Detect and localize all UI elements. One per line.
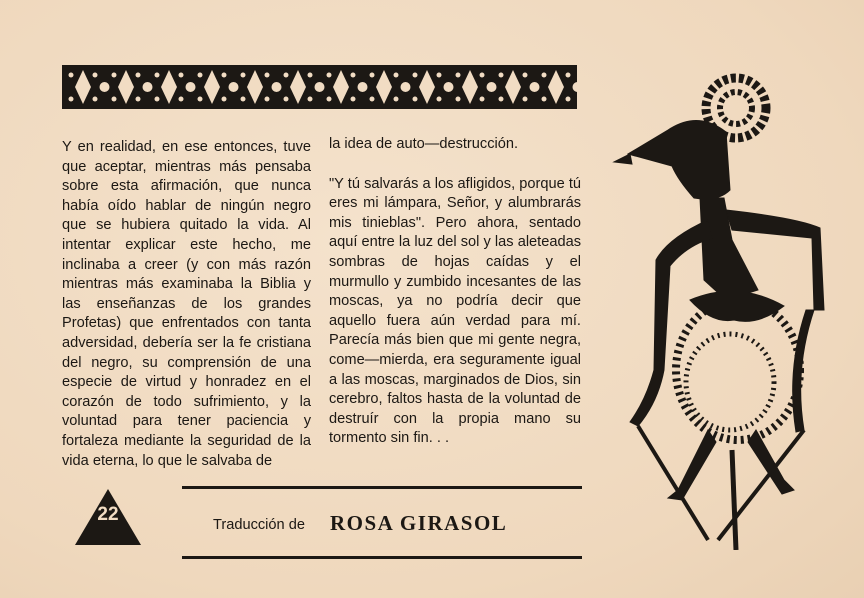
- ornament-dot: [284, 97, 289, 102]
- ornament-dot: [100, 82, 110, 92]
- ornament-dot: [370, 73, 375, 78]
- ornament-dot: [93, 97, 98, 102]
- ornament-dot: [523, 97, 528, 102]
- ornament-dot: [222, 97, 227, 102]
- ornament-dot: [499, 73, 504, 78]
- ornament-dot: [358, 82, 368, 92]
- ornament-dot: [241, 73, 246, 78]
- ornament-dot: [179, 73, 184, 78]
- ornament-dot: [265, 97, 270, 102]
- ornament-dot: [499, 97, 504, 102]
- ornament-dot: [413, 73, 418, 78]
- shadow-puppet-illustration: [608, 70, 828, 550]
- ornament-dot: [566, 97, 571, 102]
- ornament-dot: [143, 82, 153, 92]
- ornament-dot: [394, 97, 399, 102]
- ornament-dot: [315, 82, 325, 92]
- page-number: 22: [97, 504, 119, 525]
- horizontal-rule-bottom: [182, 556, 582, 559]
- ornament-dot: [69, 73, 74, 78]
- ornament-dot: [136, 73, 141, 78]
- ornament-dot: [351, 97, 356, 102]
- ornament-dot: [370, 97, 375, 102]
- ornament-dot: [480, 73, 485, 78]
- ornament-dot: [487, 82, 497, 92]
- ornament-dot: [542, 97, 547, 102]
- ornament-dot: [284, 73, 289, 78]
- ornament-dot: [308, 73, 313, 78]
- horizontal-rule-top: [182, 486, 582, 489]
- ornament-dot: [198, 97, 203, 102]
- ornament-dot: [155, 97, 160, 102]
- continuation-line: la idea de auto—destrucción.: [329, 136, 519, 152]
- ornament-dot: [112, 97, 117, 102]
- ornament-dot: [198, 73, 203, 78]
- body-paragraph: Y en realidad, en ese entonces, tuve que aceptar, mientras más pensaba sobre esta afirmación, que nunca había oído hablar de ningún negro que se hubiera quitado la vida. Al intentar explicar este hecho, me inclinaba a creer (y con más razón mientras más examinaba la Biblia y las enseñanzas de los grandes Profetas) que enfrentados con tanta adversidad, debería ser la fe cristiana del negro, su comprensión de una especie de virtud y honradez en el corazón de todo sufrimiento, y la voluntad para tener paciencia y fortaleza mediante la seguridad de la vida eterna, lo que le salvaba de: [62, 139, 311, 469]
- ornament-dot: [241, 97, 246, 102]
- ornament-dot: [456, 97, 461, 102]
- ornament-dot: [327, 73, 332, 78]
- ornament-dot: [112, 73, 117, 78]
- ornament-dot: [69, 97, 74, 102]
- ornamental-border-band: [62, 65, 577, 109]
- translation-credit-label: Traducción de: [213, 517, 305, 533]
- ornament-dot: [437, 97, 442, 102]
- ornament-dot: [179, 97, 184, 102]
- ornament-dot: [444, 82, 454, 92]
- ornament-dot: [542, 73, 547, 78]
- ornament-dot: [186, 82, 196, 92]
- ornament-dot: [456, 73, 461, 78]
- ornament-dot: [437, 73, 442, 78]
- ornament-dot: [229, 82, 239, 92]
- ornament-dot: [523, 73, 528, 78]
- ornament-dot: [136, 97, 141, 102]
- text-column-right: [329, 135, 581, 449]
- ornament-dot: [222, 73, 227, 78]
- ornament-dot: [327, 97, 332, 102]
- ornament-dot: [480, 97, 485, 102]
- ornament-dot: [93, 73, 98, 78]
- ornament-dot: [566, 73, 571, 78]
- ornament-dot: [155, 73, 160, 78]
- ornament-dot: [530, 82, 540, 92]
- text-column-left: [62, 138, 311, 471]
- ornament-dot: [308, 97, 313, 102]
- body-paragraph: "Y tú salvarás a los afligidos, porque tú eres mi lámpara, Señor, y alumbrarás mis tinieblas". Pero ahora, sentado aquí entre la luz del sol y las aleteadas sombras de hojas caídas y el murmullo y zumbido incesantes de las moscas, ya no podría decir que aquello fuera aún verdad para mí. Parecía más bien que mi gente negra, come—mierda, era seguramente igual a las moscas, marginados de Dios, sin cerebro, faltos hasta de la voluntad de destruír con la propia mano su tormento sin fin. . .: [329, 175, 581, 447]
- ornament-dot: [351, 73, 356, 78]
- ornament-dot: [413, 97, 418, 102]
- ornament-dot: [394, 73, 399, 78]
- ornament-dot: [265, 73, 270, 78]
- ornament-dot: [401, 82, 411, 92]
- translator-name: ROSA GIRASOL: [330, 511, 508, 535]
- ornament-dot: [272, 82, 282, 92]
